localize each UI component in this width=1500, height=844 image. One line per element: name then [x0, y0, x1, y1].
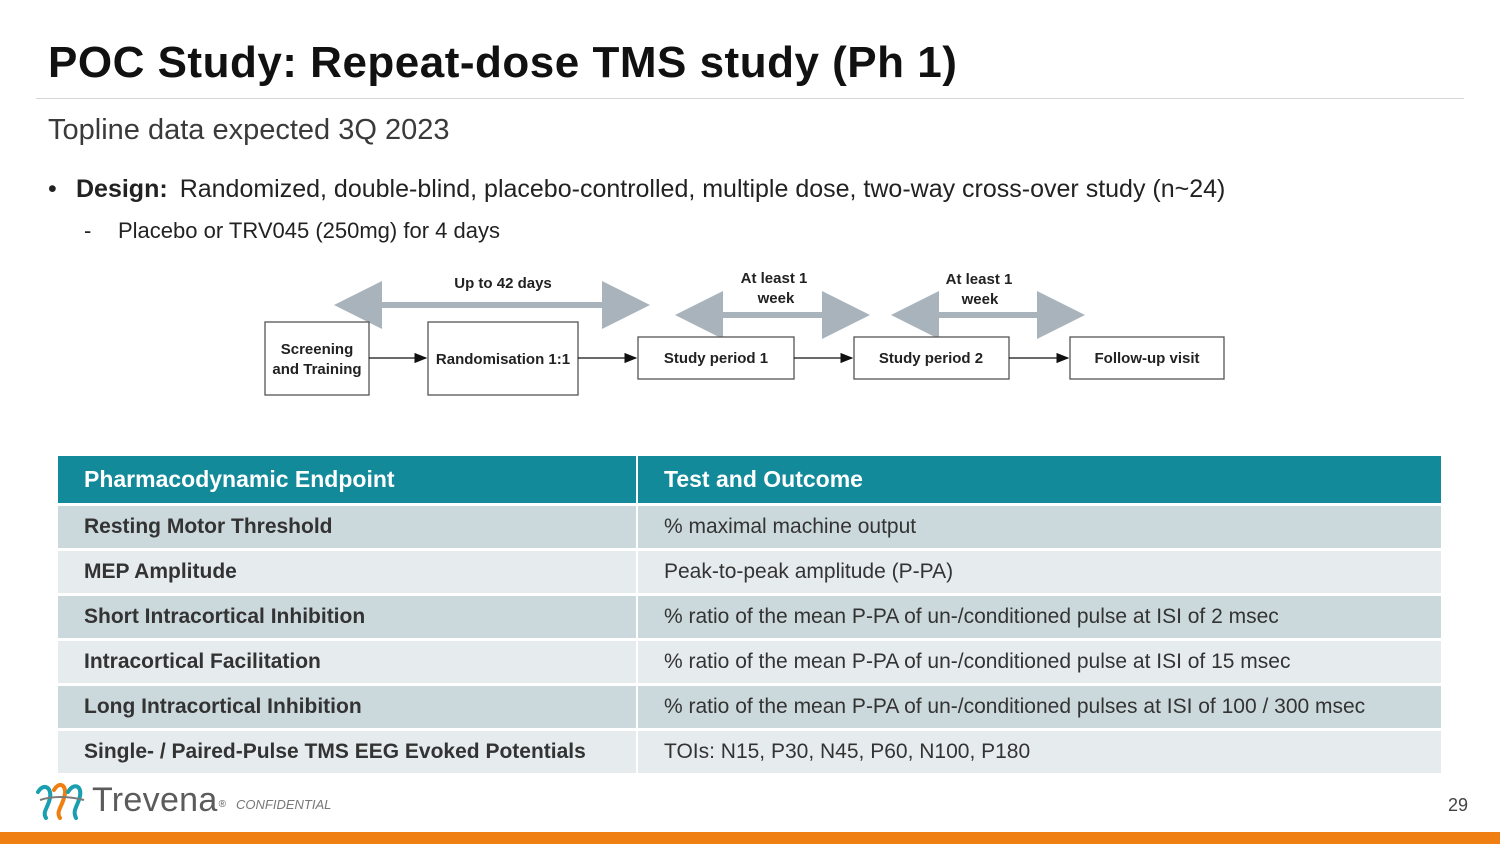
- table-row: [58, 730, 1442, 775]
- endpoint-cell: MEP Amplitude: [58, 550, 637, 595]
- table-row: [58, 685, 1442, 730]
- span-label-1-week-a-line1: At least 1: [740, 270, 808, 287]
- endpoints-table: [58, 456, 1443, 776]
- table-row: [58, 505, 1442, 550]
- slide-subtitle: Topline data expected 3Q 2023: [48, 114, 450, 146]
- design-label: Design:: [76, 175, 168, 203]
- table-row: [58, 550, 1442, 595]
- box-screening: [265, 322, 369, 395]
- endpoint-cell: Long Intracortical Inhibition: [58, 685, 637, 730]
- table-row: [58, 640, 1442, 685]
- slide-title: POC Study: Repeat-dose TMS study (Ph 1): [48, 38, 958, 87]
- trevena-logo: [34, 778, 226, 822]
- box-follow-up: [1070, 337, 1224, 379]
- span-label-1-week-a-line2: week: [757, 290, 795, 307]
- table-header-row: [58, 456, 1442, 505]
- outcome-cell: Peak-to-peak amplitude (P-PA): [637, 550, 1442, 595]
- dose-text: Placebo or TRV045 (250mg) for 4 days: [118, 218, 500, 243]
- outcome-cell: % ratio of the mean P-PA of un-/conditioned pulses at ISI of 100 / 300 msec: [637, 685, 1442, 730]
- subbullet-marker: -: [84, 218, 92, 243]
- box-randomisation: [428, 322, 578, 395]
- table-row: [58, 595, 1442, 640]
- bullet-marker: •: [48, 175, 57, 203]
- trevena-logo-icon: [34, 778, 88, 822]
- span-label-1-week-b-line2: week: [961, 291, 999, 308]
- box-screening-line1: Screening: [280, 341, 354, 358]
- header-outcome: Test and Outcome: [637, 456, 1442, 505]
- design-text: Randomized, double-blind, placebo-controlled, multiple dose, two-way cross-over study (n~24): [179, 175, 1226, 203]
- span-label-42-days: Up to 42 days: [454, 275, 552, 292]
- trevena-wordmark: Trevena: [92, 780, 218, 819]
- page-number: 29: [1447, 795, 1468, 815]
- outcome-cell: % maximal machine output: [637, 505, 1442, 550]
- outcome-cell: TOIs: N15, P30, N45, P60, N100, P180: [637, 730, 1442, 775]
- box-screening-line2: and Training: [272, 361, 362, 378]
- box-study-period-1: [638, 337, 794, 379]
- endpoint-cell: Resting Motor Threshold: [58, 505, 637, 550]
- endpoint-cell: Short Intracortical Inhibition: [58, 595, 637, 640]
- footer-accent-bar: [0, 832, 1500, 844]
- registered-mark: ®: [218, 799, 226, 810]
- endpoint-cell: Intracortical Facilitation: [58, 640, 637, 685]
- box-study-period-1-label: Study period 1: [663, 350, 769, 367]
- header-endpoint: Pharmacodynamic Endpoint: [58, 456, 637, 505]
- outcome-cell: % ratio of the mean P-PA of un-/conditioned pulse at ISI of 15 msec: [637, 640, 1442, 685]
- endpoint-cell: Single- / Paired-Pulse TMS EEG Evoked Potentials: [58, 730, 637, 775]
- box-follow-up-label: Follow-up visit: [1094, 350, 1200, 367]
- box-study-period-2-label: Study period 2: [878, 350, 984, 367]
- box-study-period-2: [854, 337, 1009, 379]
- span-label-1-week-b-line1: At least 1: [945, 271, 1013, 288]
- box-randomisation-label: Randomisation 1:1: [435, 351, 571, 368]
- confidential-label: CONFIDENTIAL: [236, 797, 332, 812]
- outcome-cell: % ratio of the mean P-PA of un-/conditioned pulse at ISI of 2 msec: [637, 595, 1442, 640]
